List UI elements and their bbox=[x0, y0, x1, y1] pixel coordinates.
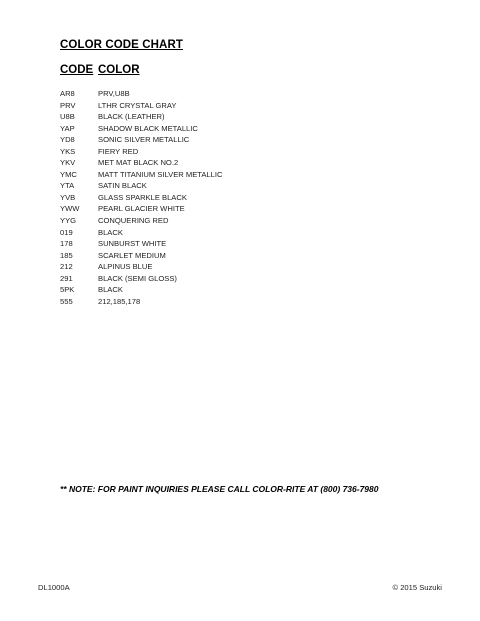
color-name: BLACK bbox=[98, 227, 123, 237]
color-code: YD8 bbox=[60, 135, 75, 145]
color-code: YYG bbox=[60, 216, 77, 226]
chart-title: COLOR CODE CHART bbox=[60, 39, 183, 51]
color-column-header: COLOR bbox=[98, 64, 140, 76]
color-name: BLACK bbox=[98, 285, 123, 295]
table-row bbox=[60, 181, 420, 193]
table-row bbox=[60, 101, 420, 113]
table-row bbox=[60, 193, 420, 205]
table-row bbox=[60, 170, 420, 182]
table-row bbox=[60, 297, 420, 309]
color-code: PRV bbox=[60, 100, 76, 110]
color-code: 019 bbox=[60, 227, 73, 237]
color-name: BLACK (SEMI GLOSS) bbox=[98, 273, 177, 283]
color-code: YKV bbox=[60, 158, 76, 168]
table-row bbox=[60, 204, 420, 216]
color-name: 212,185,178 bbox=[98, 296, 141, 306]
color-name: BLACK (LEATHER) bbox=[98, 112, 165, 122]
color-code: 5PK bbox=[60, 285, 75, 295]
color-code: 291 bbox=[60, 273, 73, 283]
color-code: YKS bbox=[60, 146, 76, 156]
color-name: SCARLET MEDIUM bbox=[98, 250, 166, 260]
color-code: YTA bbox=[60, 181, 75, 191]
table-row bbox=[60, 274, 420, 286]
color-code: 212 bbox=[60, 262, 73, 272]
color-name: ALPINUS BLUE bbox=[98, 262, 153, 272]
model-code: DL1000A bbox=[38, 583, 70, 592]
color-name: PEARL GLACIER WHITE bbox=[98, 204, 185, 214]
color-code: YWW bbox=[60, 204, 80, 214]
color-name: CONQUERING RED bbox=[98, 216, 169, 226]
color-name: SUNBURST WHITE bbox=[98, 239, 167, 249]
color-name: SATIN BLACK bbox=[98, 181, 147, 191]
color-name: SHADOW BLACK METALLIC bbox=[98, 123, 198, 133]
color-name: MATT TITANIUM SILVER METALLIC bbox=[98, 169, 223, 179]
table-row bbox=[60, 216, 420, 228]
table-row bbox=[60, 158, 420, 170]
color-name: SONIC SILVER METALLIC bbox=[98, 135, 190, 145]
color-name: MET MAT BLACK NO.2 bbox=[98, 158, 179, 168]
color-code-list bbox=[60, 89, 420, 308]
color-code: U8B bbox=[60, 112, 75, 122]
table-row bbox=[60, 112, 420, 124]
code-column-header: CODE bbox=[60, 64, 94, 76]
color-code: YVB bbox=[60, 192, 76, 202]
table-row bbox=[60, 285, 420, 297]
table-row bbox=[60, 124, 420, 136]
table-row bbox=[60, 89, 420, 101]
table-row bbox=[60, 251, 420, 263]
table-row bbox=[60, 147, 420, 159]
color-code: YMC bbox=[60, 169, 77, 179]
table-row bbox=[60, 239, 420, 251]
color-code: YAP bbox=[60, 123, 75, 133]
color-name: GLASS SPARKLE BLACK bbox=[98, 192, 187, 202]
copyright: © 2015 Suzuki bbox=[392, 583, 442, 592]
color-name: LTHR CRYSTAL GRAY bbox=[98, 100, 177, 110]
table-row bbox=[60, 228, 420, 240]
table-row bbox=[60, 135, 420, 147]
paint-inquiry-note: ** NOTE: FOR PAINT INQUIRIES PLEASE CALL COLOR-RITE AT (800) 736-7980 bbox=[60, 484, 379, 494]
color-code: 555 bbox=[60, 296, 73, 306]
color-name: PRV,U8B bbox=[98, 89, 130, 98]
color-code: AR8 bbox=[60, 89, 75, 98]
table-row bbox=[60, 262, 420, 274]
color-code: 178 bbox=[60, 239, 73, 249]
color-code: 185 bbox=[60, 250, 73, 260]
color-name: FIERY RED bbox=[98, 146, 139, 156]
